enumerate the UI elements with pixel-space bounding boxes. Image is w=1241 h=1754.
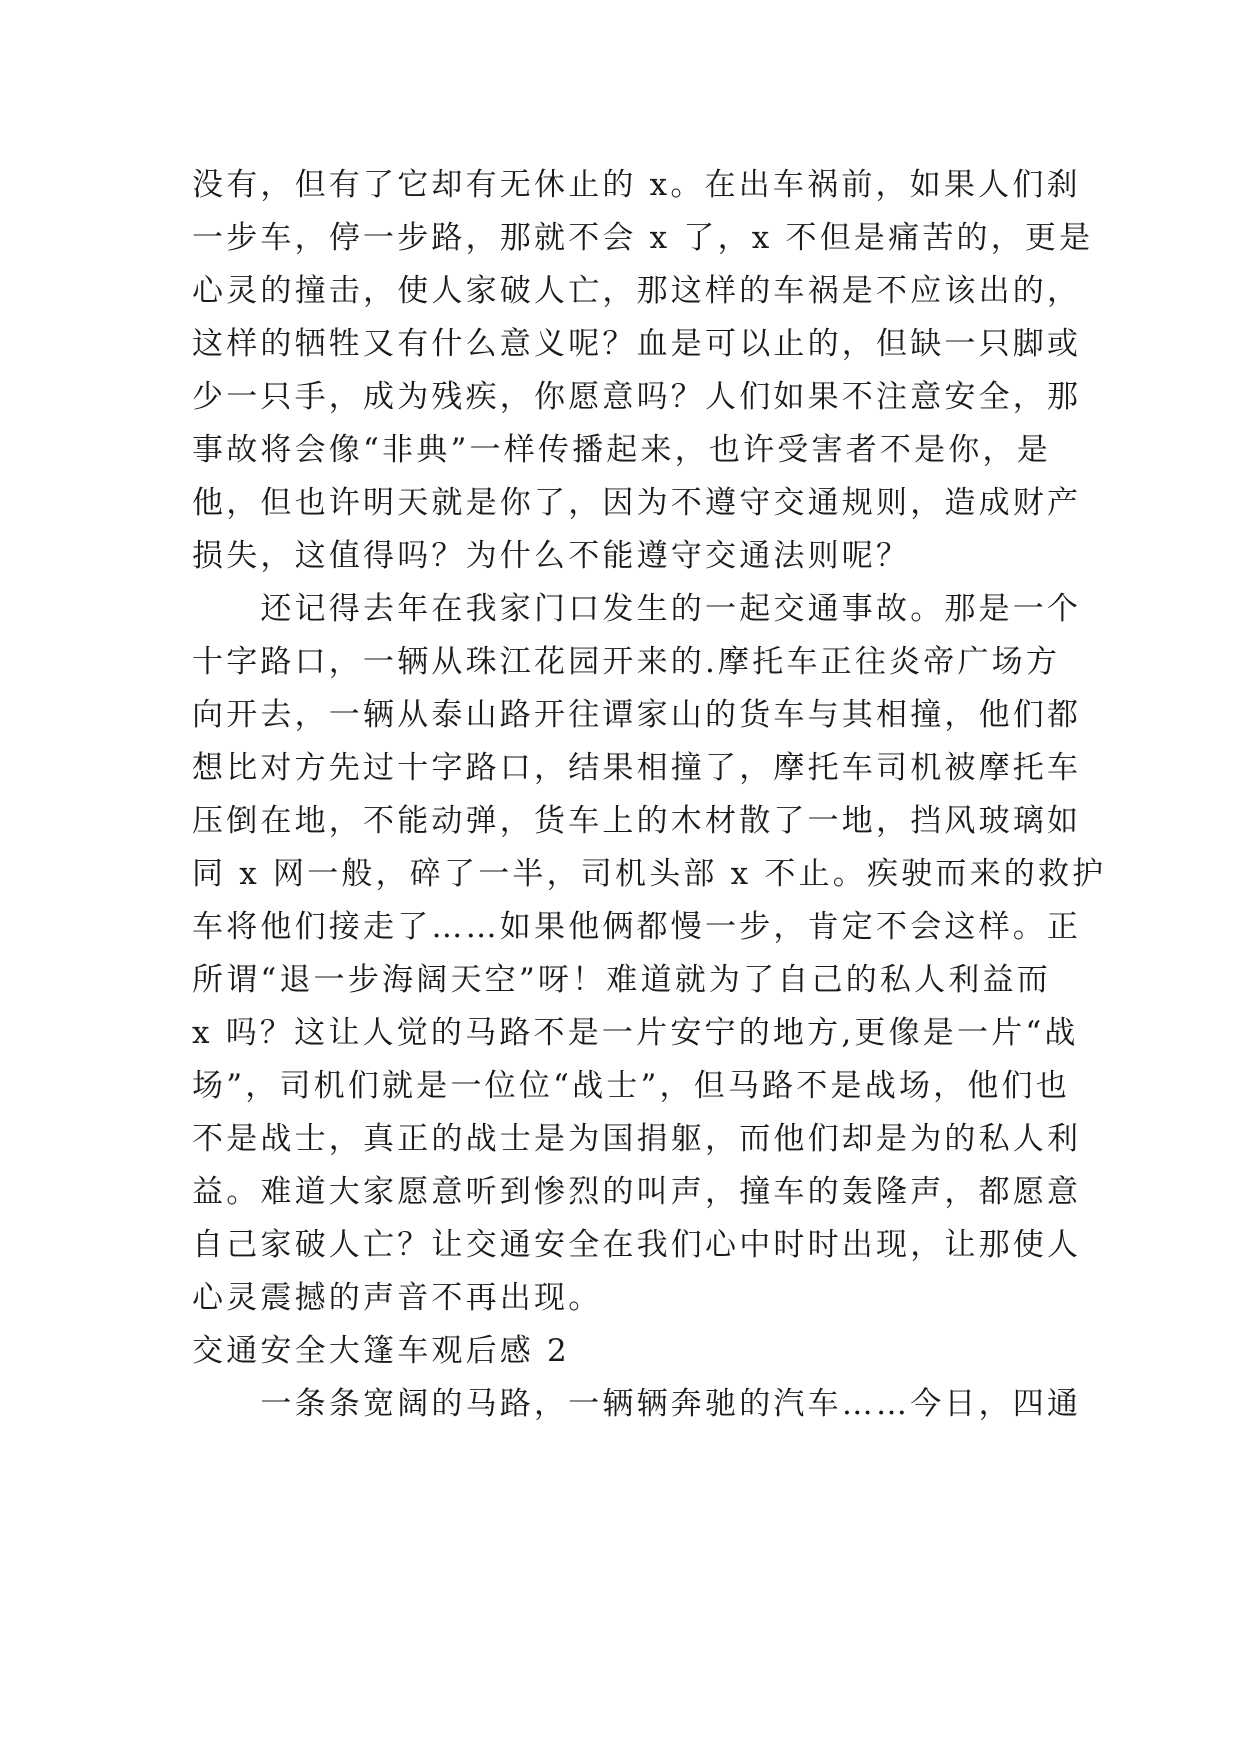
text-line: 还记得去年在我家门口发生的一起交通事故。那是一个 [192,591,1082,627]
text-line: 一步车，停一步路，那就不会 x 了，x 不但是痛苦的，更是 [192,220,1094,256]
text-line: 他，但也许明天就是你了，因为不遵守交通规则，造成财产 [192,485,1082,521]
text-line: x 吗？这让人觉的马路不是一片安宁的地方,更像是一片“战 [192,1015,1079,1051]
text-line: 场”，司机们就是一位位“战士”，但马路不是战场，他们也 [192,1068,1070,1104]
text-line: 车将他们接走了……如果他俩都慢一步，肯定不会这样。正 [192,909,1082,945]
text-line: 没有，但有了它却有无休止的 x。在出车祸前，如果人们刹 [192,167,1081,203]
text-line: 少一只手，成为残疾，你愿意吗？人们如果不注意安全，那 [192,379,1082,415]
text-line: 事故将会像“非典”一样传播起来，也许受害者不是你，是 [192,432,1051,468]
text-line: 想比对方先过十字路口，结果相撞了，摩托车司机被摩托车 [192,750,1082,786]
text-line: 这样的牺牲又有什么意义呢？血是可以止的，但缺一只脚或 [192,326,1082,362]
text-line: 向开去，一辆从泰山路开往谭家山的货车与其相撞，他们都 [192,697,1082,733]
text-line: 心灵震撼的声音不再出现。 [192,1280,603,1316]
text-line: 压倒在地，不能动弹，货车上的木材散了一地，挡风玻璃如 [192,803,1082,839]
text-line: 一条条宽阔的马路，一辆辆奔驰的汽车……今日，四通 [192,1386,1082,1422]
text-line: 自己家破人亡？让交通安全在我们心中时时出现，让那使人 [192,1227,1082,1263]
text-line: 同 x 网一般，碎了一半，司机头部 x 不止。疾驶而来的救护 [192,856,1107,892]
text-line: 损失，这值得吗？为什么不能遵守交通法则呢？ [192,538,911,574]
text-line: 心灵的撞击，使人家破人亡，那这样的车祸是不应该出的， [192,273,1082,309]
text-line: 所谓“退一步海阔天空”呀！难道就为了自己的私人利益而 [192,962,1051,998]
section-heading: 交通安全大篷车观后感 2 [192,1333,570,1369]
text-line: 不是战士，真正的战士是为国捐躯，而他们却是为的私人利 [192,1121,1082,1157]
text-line: 十字路口，一辆从珠江花园开来的.摩托车正往炎帝广场方 [192,644,1061,680]
text-line: 益。难道大家愿意听到惨烈的叫声，撞车的轰隆声，都愿意 [192,1174,1082,1210]
